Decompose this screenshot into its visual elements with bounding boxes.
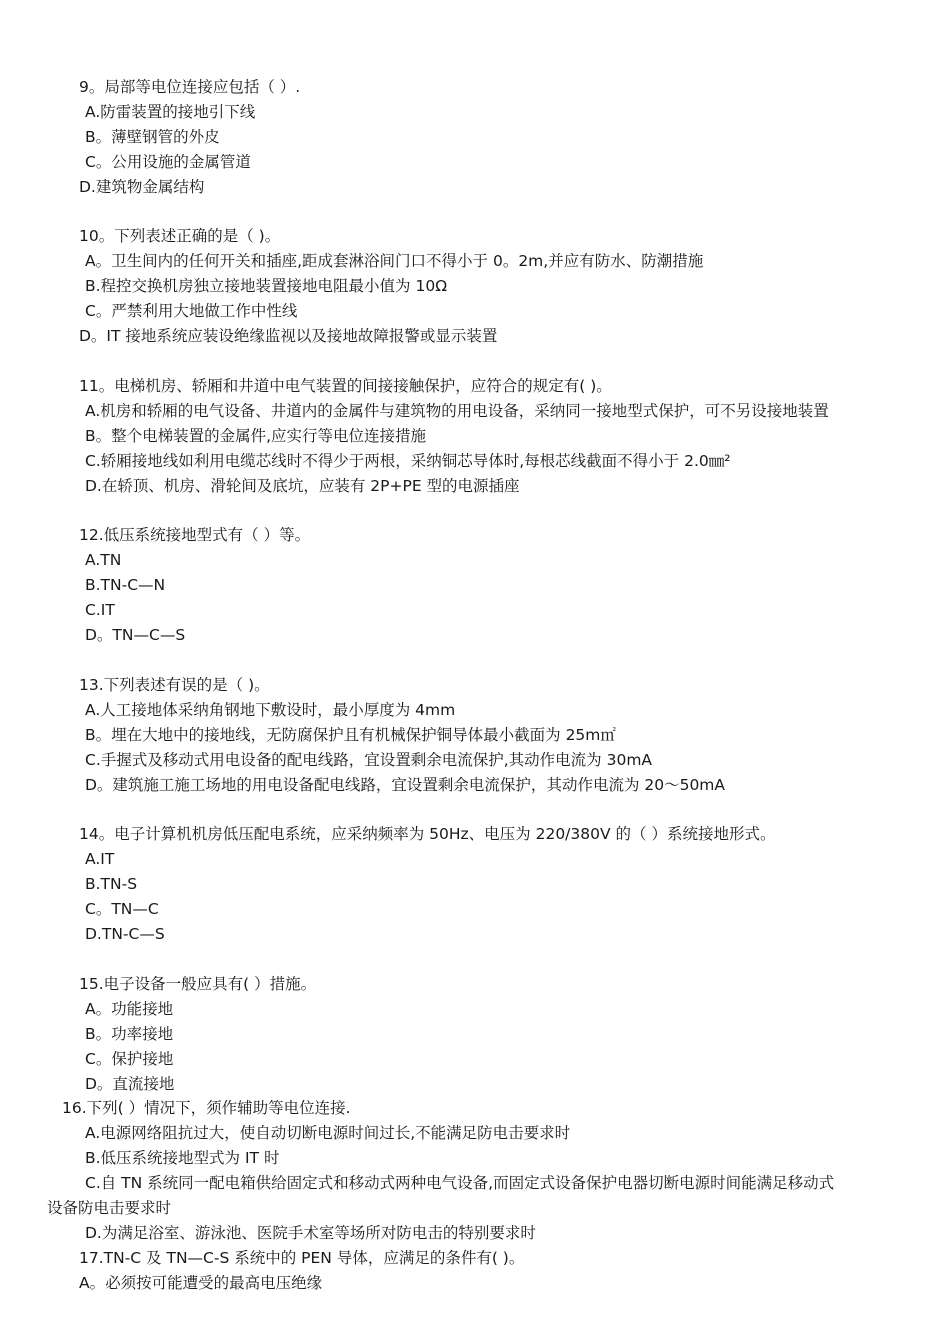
question-17-stem: 17.TN-C 及 TN—C-S 系统中的 PEN 导体，应满足的条件有( )。 — [79, 1249, 525, 1267]
question-16-option-a: A.电源网络阻抗过大，使自动切断电源时间过长,不能满足防电击要求时 — [85, 1124, 571, 1142]
question-14-stem: 14。电子计算机机房低压配电系统，应采纳频率为 50Hz、电压为 220/380V 的（ ）系统接地形式。 — [79, 825, 776, 843]
question-11-option-d: D.在轿顶、机房、滑轮间及底坑，应装有 2P+PE 型的电源插座 — [85, 477, 520, 495]
question-15-option-c: C。保护接地 — [85, 1050, 174, 1068]
question-10-option-a: A。卫生间内的任何开关和插座,距成套淋浴间门口不得小于 0。2m,并应有防水、防潮措施 — [85, 252, 704, 270]
question-16-stem: 16.下列( ）情况下，须作辅助等电位连接. — [62, 1099, 351, 1117]
question-11-option-b: B。整个电梯装置的金属件,应实行等电位连接措施 — [85, 427, 427, 445]
question-16-option-b: B.低压系统接地型式为 IT 时 — [85, 1149, 280, 1167]
question-13-stem: 13.下列表述有误的是（ )。 — [79, 676, 270, 694]
question-12-option-d: D。TN—C—S — [85, 626, 186, 644]
question-9-option-d: D.建筑物金属结构 — [79, 178, 205, 196]
question-13-option-a: A.人工接地体采纳角钢地下敷设时，最小厚度为 4mm — [85, 701, 456, 719]
question-11-stem: 11。电梯机房、轿厢和井道中电气装置的间接接触保护，应符合的规定有( )。 — [79, 377, 612, 395]
question-12-option-c: C.IT — [85, 601, 115, 619]
question-9-option-a: A.防雷装置的接地引下线 — [85, 103, 256, 121]
question-15-stem: 15.电子设备一般应具有( ）措施。 — [79, 975, 317, 993]
question-10-option-c: C。严禁利用大地做工作中性线 — [85, 302, 298, 320]
question-12-stem: 12.低压系统接地型式有（ ）等。 — [79, 526, 311, 544]
question-10-option-b: B.程控交换机房独立接地装置接地电阻最小值为 10Ω — [85, 277, 448, 295]
question-11-option-a: A.机房和轿厢的电气设备、井道内的金属件与建筑物的用电设备，采纳同一接地型式保护，可不另设接地装置 — [85, 402, 829, 420]
question-14-option-b: B.TN-S — [85, 875, 138, 893]
question-13-option-d: D。建筑施工施工场地的用电设备配电线路，宜设置剩余电流保护，其动作电流为 20～50mA — [85, 776, 726, 794]
question-14-option-a: A.IT — [85, 850, 115, 868]
question-13-option-c: C.手握式及移动式用电设备的配电线路，宜设置剩余电流保护,其动作电流为 30mA — [85, 751, 653, 769]
question-16-option-c: C.自 TN 系统同一配电箱供给固定式和移动式两种电气设备,而固定式设备保护电器切断电源时间能满足移动式 — [85, 1174, 835, 1192]
question-9-option-b: B。薄壁钢管的外皮 — [85, 128, 220, 146]
question-17-option-a: A。必须按可能遭受的最高电压绝缘 — [79, 1274, 323, 1292]
question-14-option-d: D.TN-C—S — [85, 925, 165, 943]
question-12-option-a: A.TN — [85, 551, 122, 569]
question-16-option-d: D.为满足浴室、游泳池、医院手术室等场所对防电击的特别要求时 — [85, 1224, 536, 1242]
question-13-option-b: B。埋在大地中的接地线，无防腐保护且有机械保护铜导体最小截面为 25m㎡ — [85, 726, 616, 744]
question-14-option-c: C。TN—C — [85, 900, 159, 918]
question-9-option-c: C。公用设施的金属管道 — [85, 153, 251, 171]
question-11-option-c: C.轿厢接地线如利用电缆芯线时不得少于两根，采纳铜芯导体时,每根芯线截面不得小于 2.0㎜² — [85, 452, 731, 470]
question-9-stem: 9。局部等电位连接应包括（ ）. — [79, 78, 301, 96]
question-15-option-a: A。功能接地 — [85, 1000, 174, 1018]
question-16-option-c-continued: 设备防电击要求时 — [47, 1199, 172, 1217]
question-12-option-b: B.TN-C—N — [85, 576, 166, 594]
question-10-option-d: D。IT 接地系统应装设绝缘监视以及接地故障报警或显示装置 — [79, 327, 498, 345]
question-10-stem: 10。下列表述正确的是（ )。 — [79, 227, 281, 245]
question-15-option-b: B。功率接地 — [85, 1025, 174, 1043]
question-15-option-d: D。直流接地 — [85, 1075, 175, 1093]
